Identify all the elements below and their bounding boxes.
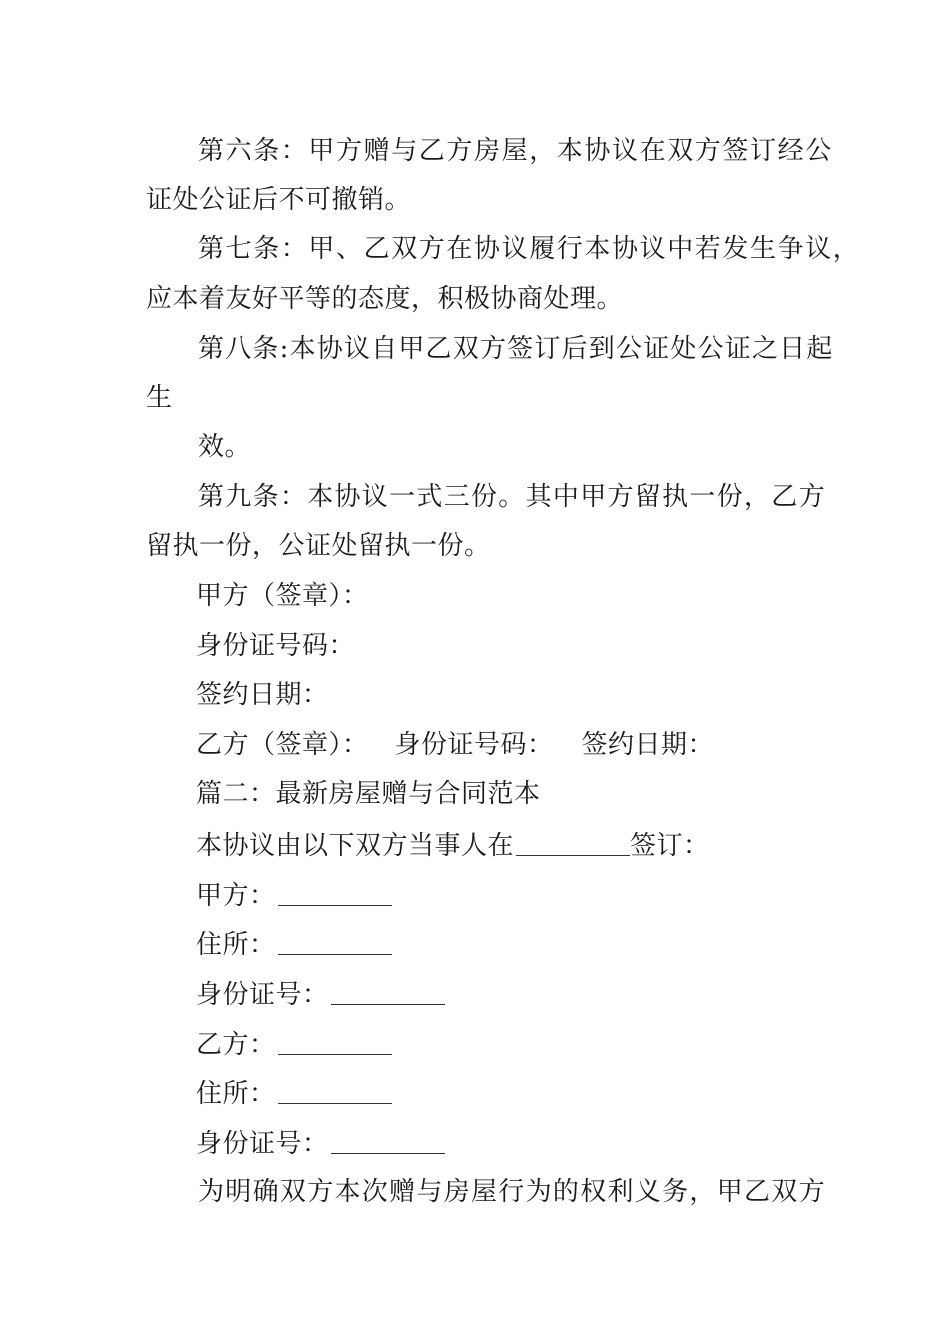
intro-text-before: 本协议由以下双方当事人在 xyxy=(196,831,515,861)
party-b-signature-label: 乙方（签章）： xyxy=(196,730,369,760)
article-6-line-2: 证处公证后不可撤销。 xyxy=(146,185,412,215)
party-b-date-label: 签约日期： xyxy=(581,730,715,760)
party-a-signature-label: 甲方（签章）： xyxy=(196,581,369,611)
party-a-address-label: 住所： xyxy=(196,930,276,960)
article-9-line-1: 第九条：本协议一式三份。其中甲方留执一份，乙方 xyxy=(198,482,826,512)
party-b-id-blank[interactable] xyxy=(331,1129,445,1154)
party-b-id-number-label: 身份证号： xyxy=(196,1129,329,1159)
party-b-id-field xyxy=(196,1127,445,1159)
closing-line: 为明确双方本次赠与房屋行为的权利义务，甲乙双方 xyxy=(198,1177,826,1207)
party-a-blank[interactable] xyxy=(278,881,392,906)
party-b-address-blank[interactable] xyxy=(278,1079,392,1104)
party-b-label: 乙方： xyxy=(196,1030,276,1060)
section-title: 篇二：最新房屋赠与合同范本 xyxy=(196,779,541,809)
party-a-address-field xyxy=(196,928,392,960)
party-a-label: 甲方： xyxy=(196,881,276,911)
party-b-blank[interactable] xyxy=(278,1030,392,1055)
party-b-field xyxy=(196,1028,392,1060)
intro-line xyxy=(196,829,710,861)
article-8-line-2: 生 xyxy=(146,383,173,413)
party-a-id-label: 身份证号码： xyxy=(196,631,356,661)
party-b-address-label: 住所： xyxy=(196,1079,276,1109)
signing-place-blank[interactable] xyxy=(516,831,630,856)
party-a-id-blank[interactable] xyxy=(331,980,445,1005)
article-9-line-2: 留执一份，公证处留执一份。 xyxy=(146,531,491,561)
party-b-signature-row xyxy=(196,730,714,760)
article-8-line-1: 第八条:本协议自甲乙双方签订后到公证处公证之日起 xyxy=(198,334,834,364)
party-a-id-field xyxy=(196,978,445,1010)
article-8-line-3: 效。 xyxy=(198,432,252,462)
party-a-date-label: 签约日期： xyxy=(196,680,329,710)
party-b-address-field xyxy=(196,1077,392,1109)
party-a-address-blank[interactable] xyxy=(278,930,392,955)
article-7-line-2: 应本着友好平等的态度，积极协商处理。 xyxy=(146,284,624,314)
intro-text-after: 签订： xyxy=(630,831,710,861)
party-a-id-number-label: 身份证号： xyxy=(196,980,329,1010)
party-a-field xyxy=(196,879,392,911)
article-7-line-1: 第七条：甲、乙双方在协议履行本协议中若发生争议， xyxy=(198,234,861,264)
article-6-line-1: 第六条：甲方赠与乙方房屋，本协议在双方签订经公 xyxy=(198,136,833,166)
party-b-id-label: 身份证号码： xyxy=(394,730,554,760)
